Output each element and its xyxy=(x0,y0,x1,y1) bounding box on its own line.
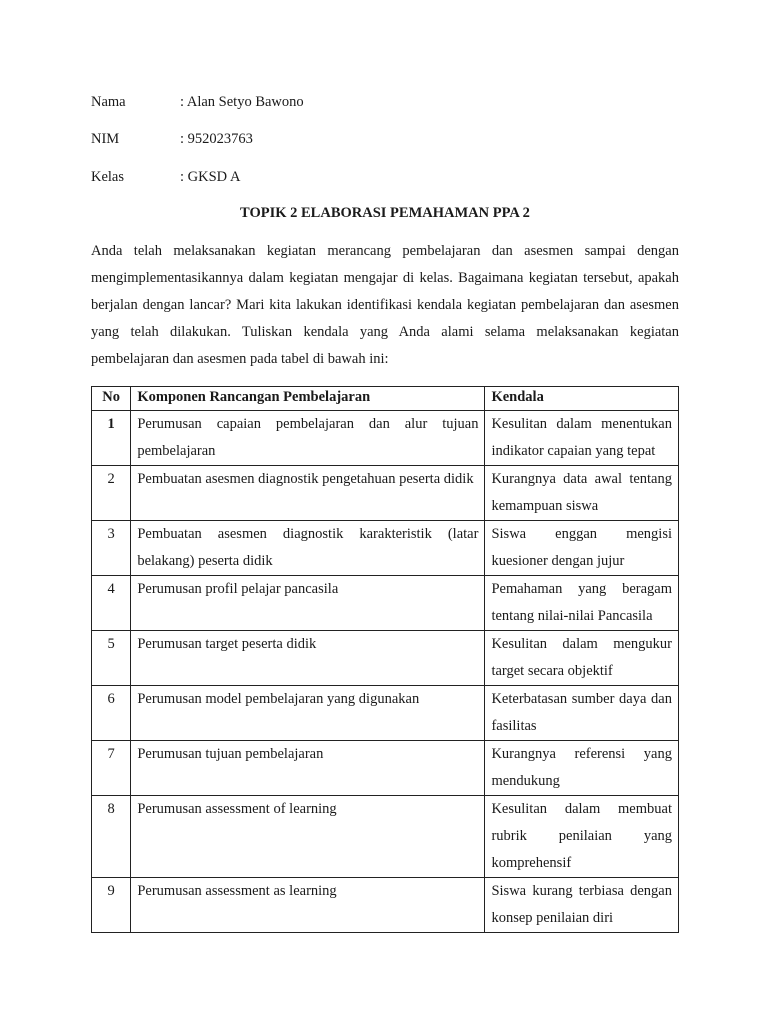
row-kendala: Siswa enggan mengisi kuesioner dengan jujur xyxy=(485,521,679,576)
table-row xyxy=(92,686,679,741)
row-komponen: Perumusan tujuan pembelajaran xyxy=(131,741,485,796)
info-row-nama xyxy=(91,92,679,112)
table-row xyxy=(92,741,679,796)
row-kendala: Kesulitan dalam membuat rubrik penilaian yang komprehensif xyxy=(485,796,679,878)
row-komponen: Perumusan assessment as learning xyxy=(131,878,485,933)
table-row xyxy=(92,796,679,878)
table-row xyxy=(92,521,679,576)
table-row xyxy=(92,466,679,521)
table-row xyxy=(92,576,679,631)
info-value: : 952023763 xyxy=(180,131,253,147)
row-komponen: Pembuatan asesmen diagnostik karakteristik (latar belakang) peserta didik xyxy=(131,521,485,576)
row-kendala: Kesulitan dalam menentukan indikator capaian yang tepat xyxy=(485,411,679,466)
table-row xyxy=(92,411,679,466)
row-kendala: Kesulitan dalam mengukur target secara objektif xyxy=(485,631,679,686)
table-header-row xyxy=(92,387,679,411)
info-value: : Alan Setyo Bawono xyxy=(180,94,304,110)
row-no: 9 xyxy=(92,878,131,933)
header-kendala: Kendala xyxy=(485,387,679,411)
info-label: NIM xyxy=(91,131,120,147)
row-komponen: Perumusan profil pelajar pancasila xyxy=(131,576,485,631)
row-komponen: Perumusan target peserta didik xyxy=(131,631,485,686)
row-no: 5 xyxy=(92,631,131,686)
row-no: 1 xyxy=(92,411,131,466)
row-no: 6 xyxy=(92,686,131,741)
row-kendala: Siswa kurang terbiasa dengan konsep penilaian diri xyxy=(485,878,679,933)
row-komponen: Pembuatan asesmen diagnostik pengetahuan peserta didik xyxy=(131,466,485,521)
row-komponen: Perumusan model pembelajaran yang digunakan xyxy=(131,686,485,741)
row-komponen: Perumusan capaian pembelajaran dan alur tujuan pembelajaran xyxy=(131,411,485,466)
header-komponen: Komponen Rancangan Pembelajaran xyxy=(131,387,485,411)
row-no: 4 xyxy=(92,576,131,631)
row-kendala: Keterbatasan sumber daya dan fasilitas xyxy=(485,686,679,741)
document-title: TOPIK 2 ELABORASI PEMAHAMAN PPA 2 xyxy=(240,205,530,221)
row-komponen: Perumusan assessment of learning xyxy=(131,796,485,878)
row-kendala: Kurangnya data awal tentang kemampuan siswa xyxy=(485,466,679,521)
row-no: 7 xyxy=(92,741,131,796)
info-row-kelas xyxy=(91,167,679,187)
row-no: 3 xyxy=(92,521,131,576)
info-row-nim xyxy=(91,129,679,149)
info-label: Nama xyxy=(91,94,126,110)
table-row xyxy=(92,631,679,686)
row-kendala: Kurangnya referensi yang mendukung xyxy=(485,741,679,796)
info-label: Kelas xyxy=(91,169,125,185)
row-no: 2 xyxy=(92,466,131,521)
table-row xyxy=(92,878,679,933)
kendala-table xyxy=(91,386,679,933)
row-kendala: Pemahaman yang beragam tentang nilai-nilai Pancasila xyxy=(485,576,679,631)
header-no: No xyxy=(92,387,131,411)
row-no: 8 xyxy=(92,796,131,878)
intro-paragraph: Anda telah melaksanakan kegiatan merancang pembelajaran dan asesmen sampai dengan mengimplementasikannya dalam kegiatan mengajar di kelas. Bagaimana kegiatan tersebut, apakah berjalan dengan lancar? Mari kita lakukan identifikasi kendala kegiatan pembelajaran dan asesmen yang telah dilakukan. Tuliskan kendala yang Anda alami selama melaksanakan kegiatan pembelajaran dan asesmen pada tabel di bawah ini: xyxy=(91,243,679,367)
info-value: : GKSD A xyxy=(180,169,241,185)
